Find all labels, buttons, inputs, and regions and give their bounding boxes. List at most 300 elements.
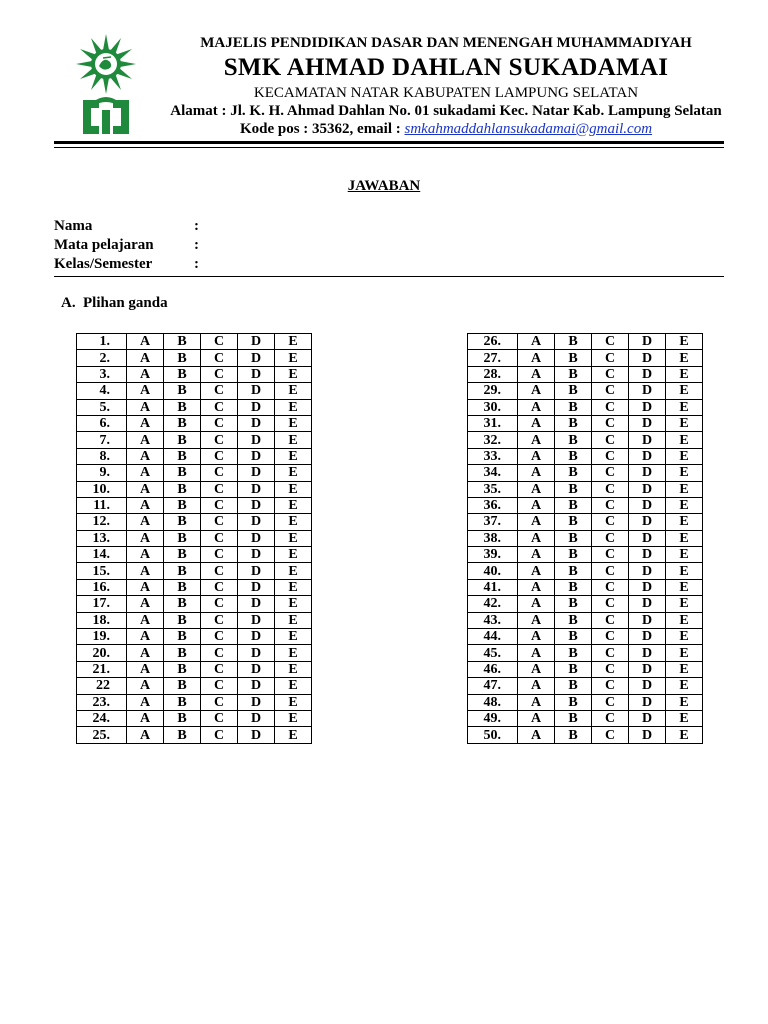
answer-option-a[interactable]: A bbox=[518, 629, 555, 645]
answer-option-a[interactable]: A bbox=[518, 563, 555, 579]
answer-option-b[interactable]: B bbox=[164, 481, 201, 497]
answer-row bbox=[468, 350, 703, 366]
answer-option-d[interactable]: D bbox=[238, 383, 275, 399]
answer-option-b[interactable]: B bbox=[555, 383, 592, 399]
answer-option-e[interactable]: E bbox=[275, 383, 312, 399]
answer-option-a[interactable]: A bbox=[127, 629, 164, 645]
answer-option-c[interactable]: C bbox=[592, 612, 629, 628]
answer-option-a[interactable]: A bbox=[518, 661, 555, 677]
question-number: 22 bbox=[77, 678, 127, 694]
answer-option-c[interactable]: C bbox=[201, 596, 238, 612]
answer-option-c[interactable]: C bbox=[201, 727, 238, 743]
answer-option-c[interactable]: C bbox=[592, 366, 629, 382]
answer-option-a[interactable]: A bbox=[127, 645, 164, 661]
answer-option-d[interactable]: D bbox=[238, 596, 275, 612]
field-label: Kelas/Semester bbox=[54, 256, 153, 272]
answer-row bbox=[77, 399, 312, 415]
answer-option-d[interactable]: D bbox=[629, 678, 666, 694]
answer-option-d[interactable]: D bbox=[238, 661, 275, 677]
answer-option-b[interactable]: B bbox=[164, 710, 201, 726]
answer-option-a[interactable]: A bbox=[518, 727, 555, 743]
answer-option-d[interactable]: D bbox=[238, 579, 275, 595]
question-number: 5. bbox=[77, 399, 127, 415]
answer-option-b[interactable]: B bbox=[164, 448, 201, 464]
question-number: 36. bbox=[468, 497, 518, 513]
answer-option-d[interactable]: D bbox=[238, 727, 275, 743]
answer-option-c[interactable]: C bbox=[592, 432, 629, 448]
answer-option-d[interactable]: D bbox=[629, 596, 666, 612]
answer-option-d[interactable]: D bbox=[238, 563, 275, 579]
answer-option-e[interactable]: E bbox=[666, 563, 703, 579]
answer-option-e[interactable]: E bbox=[275, 530, 312, 546]
answer-option-c[interactable]: C bbox=[592, 415, 629, 431]
answer-option-c[interactable]: C bbox=[201, 547, 238, 563]
answer-option-c[interactable]: C bbox=[201, 629, 238, 645]
answer-row bbox=[77, 530, 312, 546]
answer-option-b[interactable]: B bbox=[555, 694, 592, 710]
answer-option-c[interactable]: C bbox=[592, 661, 629, 677]
answer-option-a[interactable]: A bbox=[518, 579, 555, 595]
answer-option-c[interactable]: C bbox=[201, 399, 238, 415]
answer-option-c[interactable]: C bbox=[592, 481, 629, 497]
answer-option-e[interactable]: E bbox=[666, 678, 703, 694]
answer-option-c[interactable]: C bbox=[201, 710, 238, 726]
answer-option-b[interactable]: B bbox=[555, 645, 592, 661]
answer-row bbox=[77, 579, 312, 595]
answer-option-b[interactable]: B bbox=[555, 661, 592, 677]
answer-option-d[interactable]: D bbox=[629, 547, 666, 563]
answer-option-e[interactable]: E bbox=[275, 334, 312, 350]
question-number: 47. bbox=[468, 678, 518, 694]
question-number: 34. bbox=[468, 465, 518, 481]
answer-option-b[interactable]: B bbox=[164, 350, 201, 366]
question-number: 8. bbox=[77, 448, 127, 464]
answer-option-e[interactable]: E bbox=[275, 710, 312, 726]
answer-grid-right bbox=[467, 333, 703, 744]
answer-option-a[interactable]: A bbox=[127, 661, 164, 677]
answer-option-c[interactable]: C bbox=[201, 612, 238, 628]
answer-option-d[interactable]: D bbox=[629, 612, 666, 628]
answer-row bbox=[468, 399, 703, 415]
answer-option-d[interactable]: D bbox=[238, 547, 275, 563]
answer-option-b[interactable]: B bbox=[164, 612, 201, 628]
answer-option-c[interactable]: C bbox=[201, 334, 238, 350]
answer-option-c[interactable]: C bbox=[201, 415, 238, 431]
answer-row bbox=[77, 448, 312, 464]
answer-option-d[interactable]: D bbox=[238, 465, 275, 481]
answer-option-d[interactable]: D bbox=[238, 448, 275, 464]
question-number: 37. bbox=[468, 514, 518, 530]
answer-option-a[interactable]: A bbox=[518, 350, 555, 366]
answer-option-b[interactable]: B bbox=[164, 465, 201, 481]
answer-option-d[interactable]: D bbox=[238, 366, 275, 382]
answer-option-a[interactable]: A bbox=[518, 465, 555, 481]
answer-option-b[interactable]: B bbox=[555, 334, 592, 350]
answer-option-b[interactable]: B bbox=[555, 678, 592, 694]
answer-option-a[interactable]: A bbox=[127, 547, 164, 563]
answer-option-d[interactable]: D bbox=[238, 497, 275, 513]
answer-option-a[interactable]: A bbox=[127, 579, 164, 595]
answer-option-b[interactable]: B bbox=[555, 481, 592, 497]
answer-option-e[interactable]: E bbox=[275, 629, 312, 645]
answer-option-d[interactable]: D bbox=[629, 481, 666, 497]
answer-option-a[interactable]: A bbox=[518, 366, 555, 382]
answer-option-d[interactable]: D bbox=[629, 563, 666, 579]
answer-option-b[interactable]: B bbox=[555, 727, 592, 743]
answer-option-b[interactable]: B bbox=[555, 547, 592, 563]
answer-option-c[interactable]: C bbox=[592, 399, 629, 415]
answer-option-b[interactable]: B bbox=[164, 661, 201, 677]
answer-option-e[interactable]: E bbox=[666, 661, 703, 677]
answer-option-a[interactable]: A bbox=[518, 596, 555, 612]
answer-option-d[interactable]: D bbox=[629, 465, 666, 481]
answer-option-e[interactable]: E bbox=[666, 596, 703, 612]
answer-option-a[interactable]: A bbox=[127, 432, 164, 448]
answer-option-c[interactable]: C bbox=[592, 710, 629, 726]
answer-option-b[interactable]: B bbox=[555, 710, 592, 726]
answer-option-e[interactable]: E bbox=[666, 579, 703, 595]
answer-option-c[interactable]: C bbox=[201, 678, 238, 694]
answer-option-c[interactable]: C bbox=[592, 383, 629, 399]
answer-option-d[interactable]: D bbox=[629, 399, 666, 415]
answer-option-c[interactable]: C bbox=[201, 497, 238, 513]
answer-option-e[interactable]: E bbox=[275, 432, 312, 448]
answer-option-d[interactable]: D bbox=[629, 710, 666, 726]
page-title: JAWABAN bbox=[347, 178, 421, 194]
answer-option-a[interactable]: A bbox=[518, 399, 555, 415]
answer-row bbox=[468, 596, 703, 612]
answer-option-b[interactable]: B bbox=[555, 350, 592, 366]
answer-option-a[interactable]: A bbox=[127, 612, 164, 628]
answer-option-a[interactable]: A bbox=[127, 710, 164, 726]
question-number: 29. bbox=[468, 383, 518, 399]
answer-option-d[interactable]: D bbox=[238, 645, 275, 661]
question-number: 12. bbox=[77, 514, 127, 530]
question-number: 41. bbox=[468, 579, 518, 595]
answer-option-a[interactable]: A bbox=[518, 383, 555, 399]
answer-row bbox=[468, 612, 703, 628]
question-number: 23. bbox=[77, 694, 127, 710]
answer-row bbox=[468, 563, 703, 579]
answer-option-b[interactable]: B bbox=[164, 645, 201, 661]
answer-option-e[interactable]: E bbox=[275, 694, 312, 710]
answer-option-b[interactable]: B bbox=[555, 366, 592, 382]
answer-option-e[interactable]: E bbox=[275, 399, 312, 415]
answer-option-d[interactable]: D bbox=[629, 334, 666, 350]
answer-option-b[interactable]: B bbox=[555, 399, 592, 415]
answer-option-e[interactable]: E bbox=[666, 448, 703, 464]
answer-option-a[interactable]: A bbox=[127, 448, 164, 464]
question-number: 9. bbox=[77, 465, 127, 481]
answer-row bbox=[468, 727, 703, 743]
question-number: 49. bbox=[468, 710, 518, 726]
answer-option-b[interactable]: B bbox=[164, 399, 201, 415]
answer-option-e[interactable]: E bbox=[666, 530, 703, 546]
answer-option-e[interactable]: E bbox=[666, 350, 703, 366]
answer-option-d[interactable]: D bbox=[629, 629, 666, 645]
answer-option-c[interactable]: C bbox=[592, 514, 629, 530]
answer-option-c[interactable]: C bbox=[201, 579, 238, 595]
answer-option-d[interactable]: D bbox=[629, 383, 666, 399]
answer-option-e[interactable]: E bbox=[275, 645, 312, 661]
answer-option-b[interactable]: B bbox=[164, 415, 201, 431]
answer-option-c[interactable]: C bbox=[592, 678, 629, 694]
answer-option-d[interactable]: D bbox=[238, 350, 275, 366]
answer-option-e[interactable]: E bbox=[666, 547, 703, 563]
answer-option-e[interactable]: E bbox=[666, 710, 703, 726]
answer-option-e[interactable]: E bbox=[275, 678, 312, 694]
answer-option-a[interactable]: A bbox=[127, 481, 164, 497]
answer-option-b[interactable]: B bbox=[164, 547, 201, 563]
answer-option-a[interactable]: A bbox=[518, 530, 555, 546]
field-label: Nama bbox=[54, 218, 93, 234]
answer-option-c[interactable]: C bbox=[592, 448, 629, 464]
question-number: 14. bbox=[77, 547, 127, 563]
answer-option-d[interactable]: D bbox=[238, 710, 275, 726]
answer-option-d[interactable]: D bbox=[238, 694, 275, 710]
question-number: 42. bbox=[468, 596, 518, 612]
answer-row bbox=[468, 334, 703, 350]
answer-option-d[interactable]: D bbox=[238, 481, 275, 497]
answer-option-b[interactable]: B bbox=[164, 727, 201, 743]
answer-option-b[interactable]: B bbox=[164, 383, 201, 399]
answer-option-c[interactable]: C bbox=[201, 514, 238, 530]
answer-option-a[interactable]: A bbox=[518, 710, 555, 726]
answer-option-b[interactable]: B bbox=[164, 497, 201, 513]
answer-option-c[interactable]: C bbox=[592, 629, 629, 645]
answer-option-e[interactable]: E bbox=[666, 497, 703, 513]
answer-option-c[interactable]: C bbox=[201, 366, 238, 382]
answer-option-a[interactable]: A bbox=[127, 530, 164, 546]
answer-option-c[interactable]: C bbox=[201, 530, 238, 546]
answer-option-b[interactable]: B bbox=[164, 514, 201, 530]
answer-row bbox=[77, 350, 312, 366]
answer-option-e[interactable]: E bbox=[275, 563, 312, 579]
answer-option-c[interactable]: C bbox=[201, 645, 238, 661]
answer-option-b[interactable]: B bbox=[164, 596, 201, 612]
answer-option-d[interactable]: D bbox=[629, 727, 666, 743]
answer-option-b[interactable]: B bbox=[164, 694, 201, 710]
answer-option-a[interactable]: A bbox=[518, 678, 555, 694]
answer-option-a[interactable]: A bbox=[127, 399, 164, 415]
answer-option-c[interactable]: C bbox=[592, 727, 629, 743]
answer-option-a[interactable]: A bbox=[518, 415, 555, 431]
answer-option-a[interactable]: A bbox=[518, 481, 555, 497]
answer-option-b[interactable]: B bbox=[555, 415, 592, 431]
answer-option-b[interactable]: B bbox=[555, 514, 592, 530]
answer-option-e[interactable]: E bbox=[275, 596, 312, 612]
answer-option-b[interactable]: B bbox=[164, 629, 201, 645]
answer-option-c[interactable]: C bbox=[201, 350, 238, 366]
answer-option-c[interactable]: C bbox=[201, 481, 238, 497]
answer-row bbox=[468, 530, 703, 546]
answer-option-b[interactable]: B bbox=[164, 366, 201, 382]
answer-option-a[interactable]: A bbox=[127, 415, 164, 431]
answer-option-a[interactable]: A bbox=[127, 366, 164, 382]
answer-option-d[interactable]: D bbox=[238, 399, 275, 415]
answer-option-b[interactable]: B bbox=[555, 497, 592, 513]
answer-option-c[interactable]: C bbox=[201, 661, 238, 677]
answer-option-a[interactable]: A bbox=[127, 727, 164, 743]
answer-option-d[interactable]: D bbox=[629, 661, 666, 677]
answer-option-b[interactable]: B bbox=[164, 432, 201, 448]
answer-option-a[interactable]: A bbox=[518, 448, 555, 464]
answer-option-e[interactable]: E bbox=[666, 334, 703, 350]
answer-option-c[interactable]: C bbox=[201, 563, 238, 579]
answer-option-d[interactable]: D bbox=[629, 366, 666, 382]
answer-option-b[interactable]: B bbox=[164, 334, 201, 350]
contact-line bbox=[140, 121, 752, 138]
answer-option-c[interactable]: C bbox=[592, 694, 629, 710]
answer-option-a[interactable]: A bbox=[518, 497, 555, 513]
answer-option-d[interactable]: D bbox=[629, 514, 666, 530]
answer-option-e[interactable]: E bbox=[275, 612, 312, 628]
answer-option-a[interactable]: A bbox=[518, 612, 555, 628]
field-separator: : bbox=[194, 218, 199, 234]
answer-option-c[interactable]: C bbox=[592, 465, 629, 481]
field-separator: : bbox=[194, 237, 199, 253]
answer-option-c[interactable]: C bbox=[592, 645, 629, 661]
school-logo-icon bbox=[73, 22, 139, 138]
answer-option-d[interactable]: D bbox=[238, 678, 275, 694]
answer-row bbox=[77, 547, 312, 563]
answer-option-e[interactable]: E bbox=[666, 629, 703, 645]
answer-option-e[interactable]: E bbox=[666, 465, 703, 481]
answer-option-a[interactable]: A bbox=[127, 694, 164, 710]
answer-option-a[interactable]: A bbox=[127, 497, 164, 513]
answer-option-e[interactable]: E bbox=[666, 645, 703, 661]
section-number: A. bbox=[61, 295, 76, 311]
answer-option-e[interactable]: E bbox=[275, 727, 312, 743]
answer-option-e[interactable]: E bbox=[666, 383, 703, 399]
question-number: 20. bbox=[77, 645, 127, 661]
answer-option-c[interactable]: C bbox=[592, 547, 629, 563]
question-number: 48. bbox=[468, 694, 518, 710]
answer-row bbox=[468, 629, 703, 645]
answer-option-b[interactable]: B bbox=[555, 530, 592, 546]
answer-option-e[interactable]: E bbox=[275, 481, 312, 497]
answer-option-e[interactable]: E bbox=[666, 481, 703, 497]
answer-option-d[interactable]: D bbox=[629, 415, 666, 431]
answer-option-d[interactable]: D bbox=[238, 334, 275, 350]
answer-option-a[interactable]: A bbox=[127, 383, 164, 399]
answer-option-e[interactable]: E bbox=[666, 399, 703, 415]
answer-row bbox=[77, 334, 312, 350]
answer-option-d[interactable]: D bbox=[238, 530, 275, 546]
answer-option-a[interactable]: A bbox=[127, 563, 164, 579]
answer-row bbox=[77, 645, 312, 661]
answer-option-a[interactable]: A bbox=[127, 514, 164, 530]
answer-option-a[interactable]: A bbox=[518, 334, 555, 350]
question-number: 25. bbox=[77, 727, 127, 743]
answer-option-e[interactable]: E bbox=[275, 415, 312, 431]
answer-option-a[interactable]: A bbox=[518, 514, 555, 530]
answer-option-e[interactable]: E bbox=[275, 465, 312, 481]
answer-option-c[interactable]: C bbox=[201, 432, 238, 448]
answer-option-b[interactable]: B bbox=[555, 629, 592, 645]
answer-option-c[interactable]: C bbox=[201, 694, 238, 710]
answer-option-c[interactable]: C bbox=[592, 596, 629, 612]
answer-option-b[interactable]: B bbox=[555, 612, 592, 628]
answer-option-e[interactable]: E bbox=[275, 514, 312, 530]
answer-option-a[interactable]: A bbox=[127, 678, 164, 694]
answer-option-e[interactable]: E bbox=[666, 432, 703, 448]
answer-option-d[interactable]: D bbox=[629, 694, 666, 710]
answer-option-e[interactable]: E bbox=[275, 350, 312, 366]
answer-option-a[interactable]: A bbox=[518, 645, 555, 661]
answer-option-c[interactable]: C bbox=[592, 579, 629, 595]
answer-option-b[interactable]: B bbox=[164, 563, 201, 579]
answer-option-c[interactable]: C bbox=[592, 497, 629, 513]
answer-option-c[interactable]: C bbox=[201, 448, 238, 464]
answer-option-d[interactable]: D bbox=[238, 612, 275, 628]
answer-option-b[interactable]: B bbox=[555, 432, 592, 448]
answer-option-e[interactable]: E bbox=[275, 448, 312, 464]
answer-option-d[interactable]: D bbox=[629, 448, 666, 464]
answer-option-c[interactable]: C bbox=[592, 530, 629, 546]
answer-option-d[interactable]: D bbox=[238, 629, 275, 645]
answer-row bbox=[468, 448, 703, 464]
answer-option-c[interactable]: C bbox=[201, 383, 238, 399]
answer-option-b[interactable]: B bbox=[164, 530, 201, 546]
answer-option-e[interactable]: E bbox=[666, 694, 703, 710]
section-label: Plihan ganda bbox=[83, 295, 168, 311]
answer-option-d[interactable]: D bbox=[629, 497, 666, 513]
answer-option-a[interactable]: A bbox=[518, 432, 555, 448]
answer-option-b[interactable]: B bbox=[555, 579, 592, 595]
answer-option-e[interactable]: E bbox=[666, 612, 703, 628]
answer-option-d[interactable]: D bbox=[629, 530, 666, 546]
answer-option-a[interactable]: A bbox=[127, 334, 164, 350]
answer-option-e[interactable]: E bbox=[666, 415, 703, 431]
question-number: 16. bbox=[77, 579, 127, 595]
answer-option-e[interactable]: E bbox=[666, 727, 703, 743]
answer-option-a[interactable]: A bbox=[127, 465, 164, 481]
answer-option-e[interactable]: E bbox=[275, 547, 312, 563]
answer-option-c[interactable]: C bbox=[592, 350, 629, 366]
answer-option-b[interactable]: B bbox=[555, 465, 592, 481]
answer-option-b[interactable]: B bbox=[555, 563, 592, 579]
answer-option-d[interactable]: D bbox=[629, 350, 666, 366]
answer-option-e[interactable]: E bbox=[666, 514, 703, 530]
answer-option-e[interactable]: E bbox=[275, 579, 312, 595]
answer-option-d[interactable]: D bbox=[629, 579, 666, 595]
answer-option-c[interactable]: C bbox=[592, 334, 629, 350]
answer-option-e[interactable]: E bbox=[275, 366, 312, 382]
answer-option-a[interactable]: A bbox=[127, 596, 164, 612]
answer-option-b[interactable]: B bbox=[555, 596, 592, 612]
answer-option-b[interactable]: B bbox=[164, 579, 201, 595]
answer-option-c[interactable]: C bbox=[592, 563, 629, 579]
answer-option-d[interactable]: D bbox=[629, 432, 666, 448]
answer-option-c[interactable]: C bbox=[201, 465, 238, 481]
answer-option-d[interactable]: D bbox=[238, 415, 275, 431]
answer-option-a[interactable]: A bbox=[518, 694, 555, 710]
answer-option-a[interactable]: A bbox=[518, 547, 555, 563]
answer-option-e[interactable]: E bbox=[666, 366, 703, 382]
answer-option-a[interactable]: A bbox=[127, 350, 164, 366]
question-number: 46. bbox=[468, 661, 518, 677]
answer-option-d[interactable]: D bbox=[238, 514, 275, 530]
answer-option-b[interactable]: B bbox=[555, 448, 592, 464]
answer-option-e[interactable]: E bbox=[275, 497, 312, 513]
email-link[interactable]: smkahmaddahlansukadamai@gmail.com bbox=[404, 121, 653, 137]
answer-row bbox=[468, 547, 703, 563]
answer-option-b[interactable]: B bbox=[164, 678, 201, 694]
answer-option-d[interactable]: D bbox=[629, 645, 666, 661]
answer-option-d[interactable]: D bbox=[238, 432, 275, 448]
answer-option-e[interactable]: E bbox=[275, 661, 312, 677]
